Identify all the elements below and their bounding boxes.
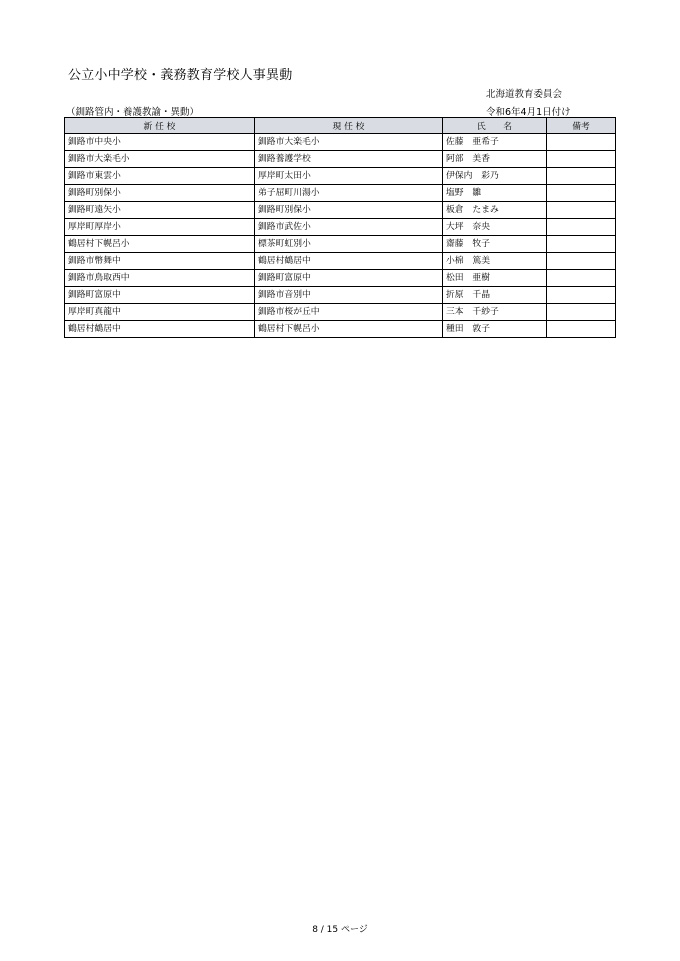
new-school-cell: 厚岸町真龍中 <box>65 304 255 321</box>
current-school-cell: 釧路市音別中 <box>255 287 443 304</box>
current-school-cell: 鶴居村下幌呂小 <box>255 321 443 338</box>
new-school-cell: 釧路市東雲小 <box>65 168 255 185</box>
table-row <box>65 304 616 321</box>
remarks-cell <box>547 151 616 168</box>
name-cell: 種田 敦子 <box>443 321 547 338</box>
current-school-cell: 鶴居村鶴居中 <box>255 253 443 270</box>
header-current-school: 現 任 校 <box>255 118 443 134</box>
name-cell: 大坪 奈央 <box>443 219 547 236</box>
name-cell: 松田 亜樹 <box>443 270 547 287</box>
name-cell: 佐藤 亜希子 <box>443 134 547 151</box>
table-row <box>65 134 616 151</box>
table-row <box>65 185 616 202</box>
current-school-cell: 厚岸町太田小 <box>255 168 443 185</box>
name-cell: 板倉 たまみ <box>443 202 547 219</box>
table-row <box>65 287 616 304</box>
page-number: 8 / 15 ページ <box>312 925 368 935</box>
document-title: 公立小中学校・義務教育学校人事異動 <box>68 68 293 83</box>
document-subtitle: （釧路管内・養護教諭・異動） <box>66 107 200 118</box>
remarks-cell <box>547 270 616 287</box>
table-row <box>65 151 616 168</box>
personnel-transfer-table <box>64 117 616 338</box>
current-school-cell: 釧路市桜が丘中 <box>255 304 443 321</box>
table-row <box>65 270 616 287</box>
table-row <box>65 168 616 185</box>
table-header-row <box>65 118 616 134</box>
name-cell: 伊保内 彩乃 <box>443 168 547 185</box>
name-cell: 小棉 篤美 <box>443 253 547 270</box>
table-row <box>65 253 616 270</box>
current-school-cell: 弟子屈町川湯小 <box>255 185 443 202</box>
effective-date: 令和6年4月1日付け <box>486 107 571 118</box>
remarks-cell <box>547 134 616 151</box>
current-school-cell: 釧路町別保小 <box>255 202 443 219</box>
new-school-cell: 厚岸町厚岸小 <box>65 219 255 236</box>
new-school-cell: 釧路町遠矢小 <box>65 202 255 219</box>
remarks-cell <box>547 304 616 321</box>
remarks-cell <box>547 236 616 253</box>
new-school-cell: 釧路市鳥取西中 <box>65 270 255 287</box>
table-body <box>65 134 616 338</box>
remarks-cell <box>547 168 616 185</box>
current-school-cell: 釧路町富原中 <box>255 270 443 287</box>
new-school-cell: 釧路市幣舞中 <box>65 253 255 270</box>
remarks-cell <box>547 287 616 304</box>
new-school-cell: 鶴居村下幌呂小 <box>65 236 255 253</box>
table-row <box>65 219 616 236</box>
current-school-cell: 釧路市大楽毛小 <box>255 134 443 151</box>
table-row <box>65 236 616 253</box>
current-school-cell: 標茶町虹別小 <box>255 236 443 253</box>
name-cell: 齋藤 牧子 <box>443 236 547 253</box>
new-school-cell: 釧路町富原中 <box>65 287 255 304</box>
remarks-cell <box>547 219 616 236</box>
name-cell: 折原 千晶 <box>443 287 547 304</box>
new-school-cell: 釧路市中央小 <box>65 134 255 151</box>
table-row <box>65 202 616 219</box>
new-school-cell: 鶴居村鶴居中 <box>65 321 255 338</box>
remarks-cell <box>547 253 616 270</box>
name-cell: 阿部 美香 <box>443 151 547 168</box>
name-cell: 三本 千紗子 <box>443 304 547 321</box>
header-name: 氏 名 <box>443 118 547 134</box>
table-row <box>65 321 616 338</box>
remarks-cell <box>547 202 616 219</box>
current-school-cell: 釧路市武佐小 <box>255 219 443 236</box>
header-new-school: 新 任 校 <box>65 118 255 134</box>
remarks-cell <box>547 321 616 338</box>
name-cell: 塩野 雛 <box>443 185 547 202</box>
header-remarks: 備考 <box>547 118 616 134</box>
new-school-cell: 釧路町別保小 <box>65 185 255 202</box>
new-school-cell: 釧路市大楽毛小 <box>65 151 255 168</box>
remarks-cell <box>547 185 616 202</box>
issuing-organization: 北海道教育委員会 <box>486 89 563 100</box>
current-school-cell: 釧路養護学校 <box>255 151 443 168</box>
